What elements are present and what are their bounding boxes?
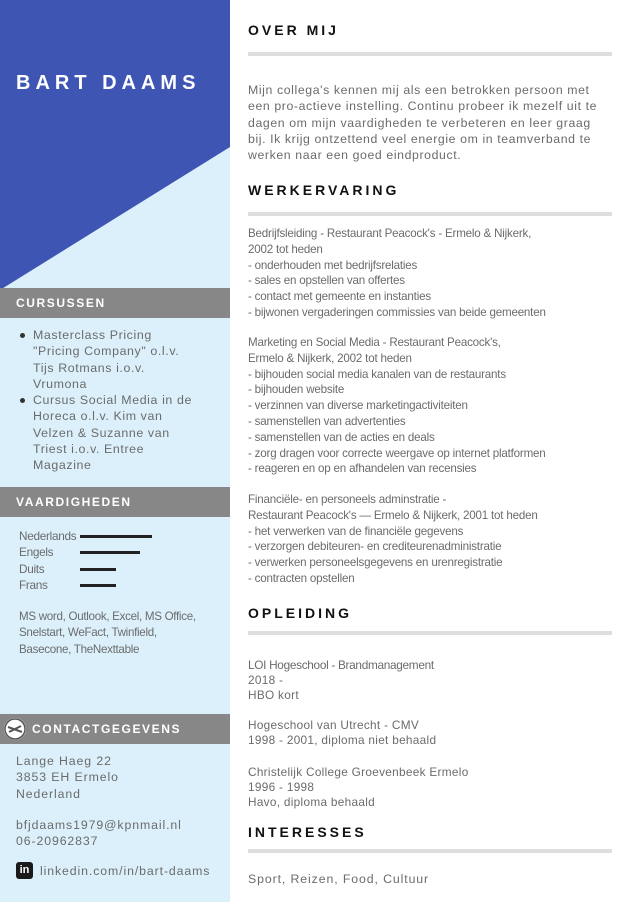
skill-row (19, 544, 76, 560)
job-entry (248, 226, 610, 321)
job-line: Ermelo & Nijkerk, 2002 tot heden (248, 351, 412, 365)
course-line: Horeca o.l.v. Kim van (33, 409, 163, 424)
education-heading: OPLEIDING (248, 605, 353, 621)
job-entry (248, 492, 610, 587)
skill-level-bar (80, 568, 116, 571)
education-line: 2018 - (248, 673, 284, 688)
job-line: - bijwonen vergaderingen commissies van beide gemeenten (248, 305, 546, 319)
skill-row (19, 561, 76, 577)
job-line: - verzorgen debiteuren- en crediteurenadministratie (248, 540, 502, 554)
education-entry (248, 658, 610, 704)
job-line: 2002 tot heden (248, 242, 323, 256)
phone-number: 06-20962837 (16, 834, 99, 849)
about-line: werken naar een goed eindproduct. (248, 148, 462, 163)
contact-heading-bar (0, 714, 230, 744)
about-line: een pro-actieve instelling. Continu probeer ik mezelf uit te (248, 99, 598, 114)
job-line: Financiële- en personeels adminstratie - (248, 493, 447, 506)
skill-language: Nederlands (19, 529, 77, 543)
header-banner (0, 0, 230, 290)
job-line: - onderhouden met bedrijfsrelaties (248, 258, 418, 272)
banner-triangle (0, 0, 230, 290)
linkedin-icon: in (16, 862, 33, 879)
sidebar (0, 0, 230, 902)
education-line: Hogeschool van Utrecht - CMV (248, 718, 419, 732)
software-skills (19, 609, 219, 658)
education-line: Havo, diploma behaald (248, 795, 375, 810)
education-line: HBO kort (248, 688, 299, 703)
linkedin-link[interactable]: linkedin.com/in/bart-daams (40, 864, 211, 878)
about-line: dagen om mijn vaardigheden te verbeteren en leer graag (248, 115, 591, 130)
job-line: - bijhouden website (248, 383, 345, 397)
course-item (18, 392, 208, 473)
about-line: bij. Ik krijg ontzettend veel energie om in teamverband te (248, 131, 592, 146)
job-line: Restaurant Peacock's — Ermelo & Nijkerk, 2001 tot heden (248, 508, 538, 522)
contact-logo-icon (4, 718, 26, 740)
course-line: Vrumona (33, 376, 88, 391)
course-line: Triest i.o.v. Entree (33, 442, 145, 457)
experience-heading: WERKERVARING (248, 182, 400, 198)
skill-row (19, 528, 76, 544)
job-line: - samenstellen van advertenties (248, 414, 406, 428)
education-entry (248, 718, 610, 748)
skill-row (19, 577, 76, 593)
resume-name: BART DAAMS (16, 72, 201, 94)
contact-details (16, 817, 182, 850)
course-line: Magazine (33, 458, 92, 473)
address-line: Lange Haeg 22 (16, 754, 112, 768)
contact-heading: CONTACTGEGEVENS (32, 722, 182, 736)
section-divider (248, 631, 612, 635)
skill-level-bar (80, 535, 152, 538)
skill-language: Engels (19, 545, 54, 560)
job-line: - bijhouden social media kanalen van de restaurants (248, 367, 506, 381)
software-line: MS word, Outlook, Excel, MS Office, (19, 610, 196, 623)
about-line: Mijn collega's kennen mij als een betrokken persoon met (248, 83, 590, 97)
interests-heading: INTERESSES (248, 824, 367, 840)
job-line: Bedrijfsleiding - Restaurant Peacock's - Ermelo & Nijkerk, (248, 227, 532, 240)
job-line: - samenstellen van de acties en deals (248, 430, 435, 444)
course-item (18, 327, 208, 392)
course-line: Masterclass Pricing (33, 328, 152, 342)
courses-heading: CURSUSSEN (0, 288, 230, 318)
job-line: - zorg dragen voor correcte weergave op internet platformen (248, 446, 546, 460)
skill-language: Frans (19, 577, 48, 592)
course-line: Tijs Rotmans i.o.v. (33, 360, 145, 375)
software-line: Snelstart, WeFact, Twinfield, (19, 626, 157, 640)
address-line: 3853 EH Ermelo (16, 770, 119, 785)
contact-address (16, 753, 119, 802)
course-line: Velzen & Suzanne van (33, 425, 170, 440)
about-heading: OVER MIJ (248, 22, 339, 38)
skill-level-bar (80, 551, 140, 554)
section-divider (248, 849, 612, 853)
skills-heading: VAARDIGHEDEN (0, 487, 230, 517)
job-line: - verwerken personeelsgegevens en urenregistratie (248, 556, 503, 570)
course-list (18, 327, 208, 474)
education-line: LOI Hogeschool - Brandmanagement (248, 658, 434, 672)
job-entry (248, 335, 610, 477)
job-line: - contracten opstellen (248, 571, 355, 585)
section-divider (248, 52, 612, 56)
education-line: 1996 - 1998 (248, 780, 315, 795)
email-link[interactable]: bfjdaams1979@kpnmail.nl (16, 818, 182, 832)
job-line: - sales en opstellen van offertes (248, 274, 405, 288)
skill-level-bar (80, 584, 116, 587)
job-line: - het verwerken van de financiële gegevens (248, 524, 464, 538)
job-line: - verzinnen van diverse marketingactiviteiten (248, 399, 468, 413)
course-line: Cursus Social Media in de (33, 393, 192, 408)
interests-text: Sport, Reizen, Food, Cultuur (248, 872, 430, 886)
language-skills (19, 528, 76, 593)
about-text (248, 82, 610, 163)
education-line: Christelijk College Groevenbeek Ermelo (248, 765, 469, 779)
job-line: - reageren en op en afhandelen van recensies (248, 462, 477, 476)
education-entry (248, 765, 610, 811)
section-divider (248, 212, 612, 216)
address-line: Nederland (16, 786, 81, 801)
course-line: "Pricing Company" o.l.v. (33, 344, 180, 359)
skill-language: Duits (19, 561, 45, 576)
software-line: Basecone, TheNexttable (19, 642, 140, 656)
job-line: - contact met gemeente en instanties (248, 290, 431, 304)
education-line: 1998 - 2001, diploma niet behaald (248, 733, 437, 748)
job-line: Marketing en Social Media - Restaurant Peacock's, (248, 336, 501, 349)
